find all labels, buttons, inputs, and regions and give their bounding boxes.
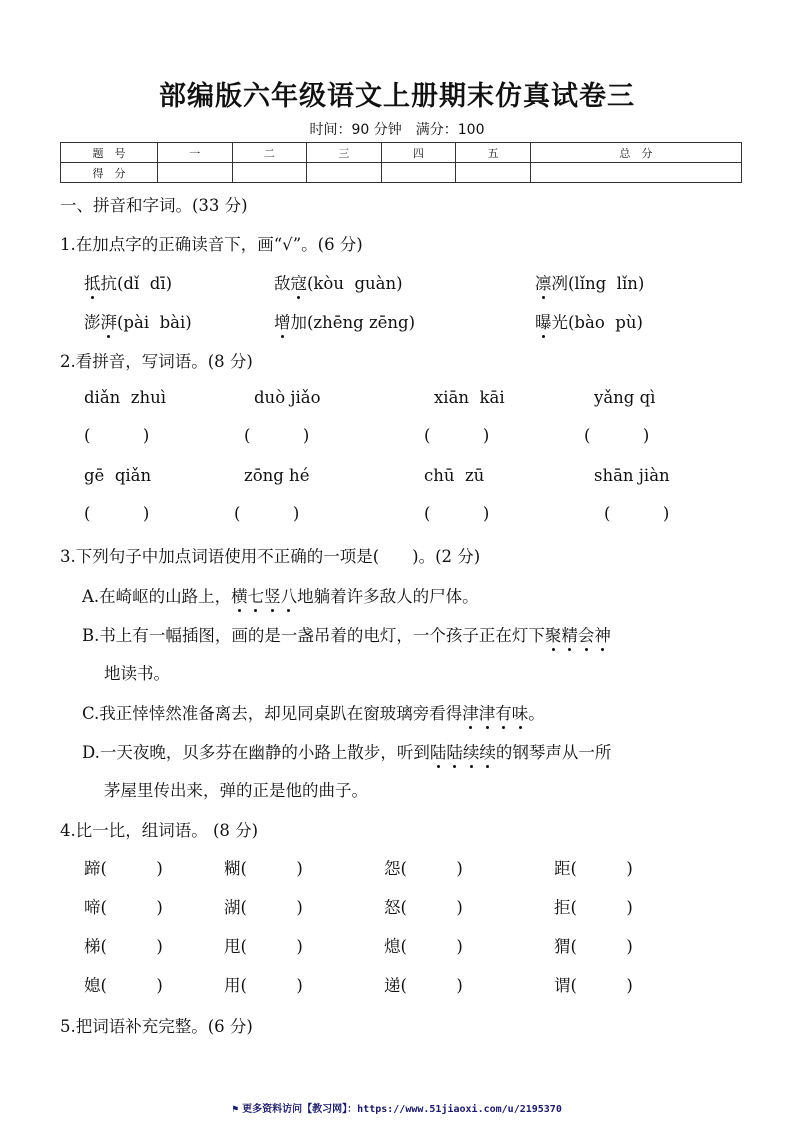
page-title: 部编版六年级语文上册期末仿真试卷三 <box>159 81 635 112</box>
score-table-header-row <box>61 143 742 163</box>
score-table-score-row <box>61 163 742 183</box>
compare-char: 啼 <box>84 898 101 917</box>
compare-char: 湖 <box>224 898 241 917</box>
plain-char: 光 <box>551 313 568 332</box>
score-header-cell: 总 分 <box>530 143 741 163</box>
answer-blank[interactable]: ( ) <box>570 976 633 995</box>
pinyin-options: (kòu guàn) <box>307 274 403 293</box>
answer-blank[interactable]: ( ) <box>100 898 163 917</box>
answer-blank[interactable]: ( ) <box>570 859 633 878</box>
option-b[interactable] <box>82 622 611 646</box>
answer-blank[interactable]: ( ) <box>100 859 163 878</box>
answer-blank[interactable]: ( ) <box>84 426 150 445</box>
dotted-char: 增 <box>274 309 291 333</box>
compare-item[interactable] <box>554 894 633 918</box>
dotted-char: 曝 <box>535 309 552 333</box>
answer-blank[interactable]: ( ) <box>570 937 633 956</box>
answer-blank[interactable]: ( ) <box>400 937 463 956</box>
compare-item[interactable] <box>84 972 163 996</box>
option-text: 。 <box>528 704 545 723</box>
compare-char: 怨 <box>384 859 401 878</box>
compare-char: 用 <box>224 976 241 995</box>
q1-item <box>84 309 192 333</box>
compare-item[interactable] <box>554 933 633 957</box>
compare-char: 猬 <box>554 937 571 956</box>
dotted-word: 陆陆续续 <box>430 743 496 762</box>
option-text: C.我正悻悻然准备离去，却见同桌趴在窗玻璃旁看得 <box>82 704 463 723</box>
dotted-word: 横七竖八 <box>231 587 297 606</box>
exam-time-score: 时间：90 分钟 满分：100 <box>309 122 485 138</box>
dotted-word: 聚精会神 <box>545 626 611 645</box>
score-header-cell: 一 <box>158 143 233 163</box>
dotted-char: 寇 <box>291 270 308 294</box>
answer-blank[interactable]: ( ) <box>244 426 310 445</box>
compare-item[interactable] <box>224 855 303 879</box>
answer-blank[interactable]: ( ) <box>234 504 300 523</box>
pinyin-options: (zhēng zēng) <box>307 313 416 332</box>
plain-char: 加 <box>290 313 307 332</box>
compare-item[interactable] <box>554 855 633 879</box>
answer-blank[interactable]: ( ) <box>100 937 163 956</box>
pinyin-prompt: shān jiàn <box>594 466 670 485</box>
compare-char: 递 <box>384 976 401 995</box>
flag-icon: ⚑ <box>232 1104 239 1115</box>
compare-char: 怒 <box>384 898 401 917</box>
answer-blank[interactable]: ( ) <box>400 898 463 917</box>
plain-char: 冽 <box>551 274 568 293</box>
score-header-cell: 题 号 <box>61 143 158 163</box>
option-text: 的钢琴声从一所 <box>495 743 612 762</box>
compare-item[interactable] <box>84 933 163 957</box>
pinyin-options: (lǐng lǐn) <box>568 274 645 293</box>
pinyin-options: (pài bài) <box>117 313 192 332</box>
compare-item[interactable] <box>224 972 303 996</box>
score-header-cell: 五 <box>456 143 531 163</box>
option-d-continued: 茅屋里传出来，弹的正是他的曲子。 <box>104 781 368 800</box>
pinyin-prompt: duò jiǎo <box>254 388 321 407</box>
answer-blank[interactable]: ( ) <box>604 504 670 523</box>
compare-char: 糊 <box>224 859 241 878</box>
answer-blank[interactable]: ( ) <box>424 426 490 445</box>
question-4-title: 4.比一比，组词语。 (8 分) <box>60 821 259 840</box>
pinyin-prompt: gē qiǎn <box>84 466 152 485</box>
score-cell[interactable] <box>158 163 233 183</box>
question-5-title: 5.把词语补充完整。(6 分) <box>60 1017 253 1036</box>
pinyin-prompt: xiān kāi <box>434 388 505 407</box>
compare-item[interactable] <box>554 972 633 996</box>
footer-link[interactable] <box>0 1100 794 1115</box>
compare-item[interactable] <box>84 894 163 918</box>
pinyin-prompt: chū zū <box>424 466 485 485</box>
score-header-cell: 二 <box>232 143 307 163</box>
q1-item <box>535 270 644 294</box>
option-text: 地躺着许多敌人的尸体。 <box>297 587 479 606</box>
compare-char: 距 <box>554 859 571 878</box>
plain-char: 抗 <box>100 274 117 293</box>
answer-blank[interactable]: ( ) <box>400 976 463 995</box>
answer-blank[interactable]: ( ) <box>240 976 303 995</box>
dotted-char: 湃 <box>101 309 118 333</box>
answer-blank[interactable]: ( ) <box>100 976 163 995</box>
q1-item <box>535 309 643 333</box>
option-b-continued: 地读书。 <box>104 664 170 683</box>
compare-item[interactable] <box>384 855 463 879</box>
answer-blank[interactable]: ( ) <box>400 859 463 878</box>
compare-item[interactable] <box>224 894 303 918</box>
compare-char: 拒 <box>554 898 571 917</box>
compare-item[interactable] <box>384 933 463 957</box>
score-row-label: 得 分 <box>61 163 158 183</box>
score-cell[interactable] <box>456 163 531 183</box>
question-1-title: 1.在加点字的正确读音下，画“√”。(6 分) <box>60 235 363 254</box>
compare-char: 谓 <box>554 976 571 995</box>
score-cell[interactable] <box>381 163 456 183</box>
score-cell[interactable] <box>232 163 307 183</box>
compare-item[interactable] <box>384 972 463 996</box>
option-text: A.在崎岖的山路上， <box>82 587 232 606</box>
compare-char: 熄 <box>384 937 401 956</box>
answer-blank[interactable]: ( ) <box>84 504 150 523</box>
option-c[interactable] <box>82 700 545 724</box>
score-header-cell: 三 <box>307 143 382 163</box>
plain-char: 澎 <box>84 313 101 332</box>
compare-char: 蹄 <box>84 859 101 878</box>
answer-blank[interactable]: ( ) <box>584 426 650 445</box>
score-cell[interactable] <box>307 163 382 183</box>
score-cell[interactable] <box>530 163 741 183</box>
answer-blank[interactable]: ( ) <box>424 504 490 523</box>
footer-text: 更多资料访问【教习网】：https://www.51jiaoxi.com/u/2195370 <box>242 1104 562 1115</box>
pinyin-prompt: diǎn zhuì <box>84 388 167 407</box>
answer-blank[interactable]: ( ) <box>240 937 303 956</box>
pinyin-prompt: yǎng qì <box>594 388 656 407</box>
score-header-cell: 四 <box>381 143 456 163</box>
compare-item[interactable] <box>384 894 463 918</box>
score-table <box>60 142 742 183</box>
option-a[interactable] <box>82 583 479 607</box>
answer-blank[interactable]: ( ) <box>240 859 303 878</box>
q1-item <box>274 270 403 294</box>
section-heading: 一、拼音和字词。(33 分) <box>60 196 248 215</box>
pinyin-prompt: zōng hé <box>244 466 310 485</box>
question-3-title: 3.下列句子中加点词语使用不正确的一项是( )。(2 分) <box>60 547 481 566</box>
compare-char: 媳 <box>84 976 101 995</box>
dotted-char: 凛 <box>535 270 552 294</box>
pinyin-options: (dǐ dī) <box>117 274 173 293</box>
compare-item[interactable] <box>84 855 163 879</box>
plain-char: 敌 <box>274 274 291 293</box>
compare-char: 梯 <box>84 937 101 956</box>
q1-item <box>274 309 415 333</box>
option-text: D.一天夜晚，贝多芬在幽静的小路上散步，听到 <box>82 743 430 762</box>
answer-blank[interactable]: ( ) <box>570 898 633 917</box>
question-2-title: 2.看拼音，写词语。(8 分) <box>60 352 253 371</box>
pinyin-options: (bào pù) <box>568 313 643 332</box>
option-text: B.书上有一幅插图，画的是一盏吊着的电灯，一个孩子正在灯下 <box>82 626 545 645</box>
option-d[interactable] <box>82 739 611 763</box>
compare-item[interactable] <box>224 933 303 957</box>
dotted-word: 津津有味 <box>462 704 528 723</box>
dotted-char: 抵 <box>84 270 101 294</box>
answer-blank[interactable]: ( ) <box>240 898 303 917</box>
q1-item <box>84 270 172 294</box>
compare-char: 甩 <box>224 937 241 956</box>
